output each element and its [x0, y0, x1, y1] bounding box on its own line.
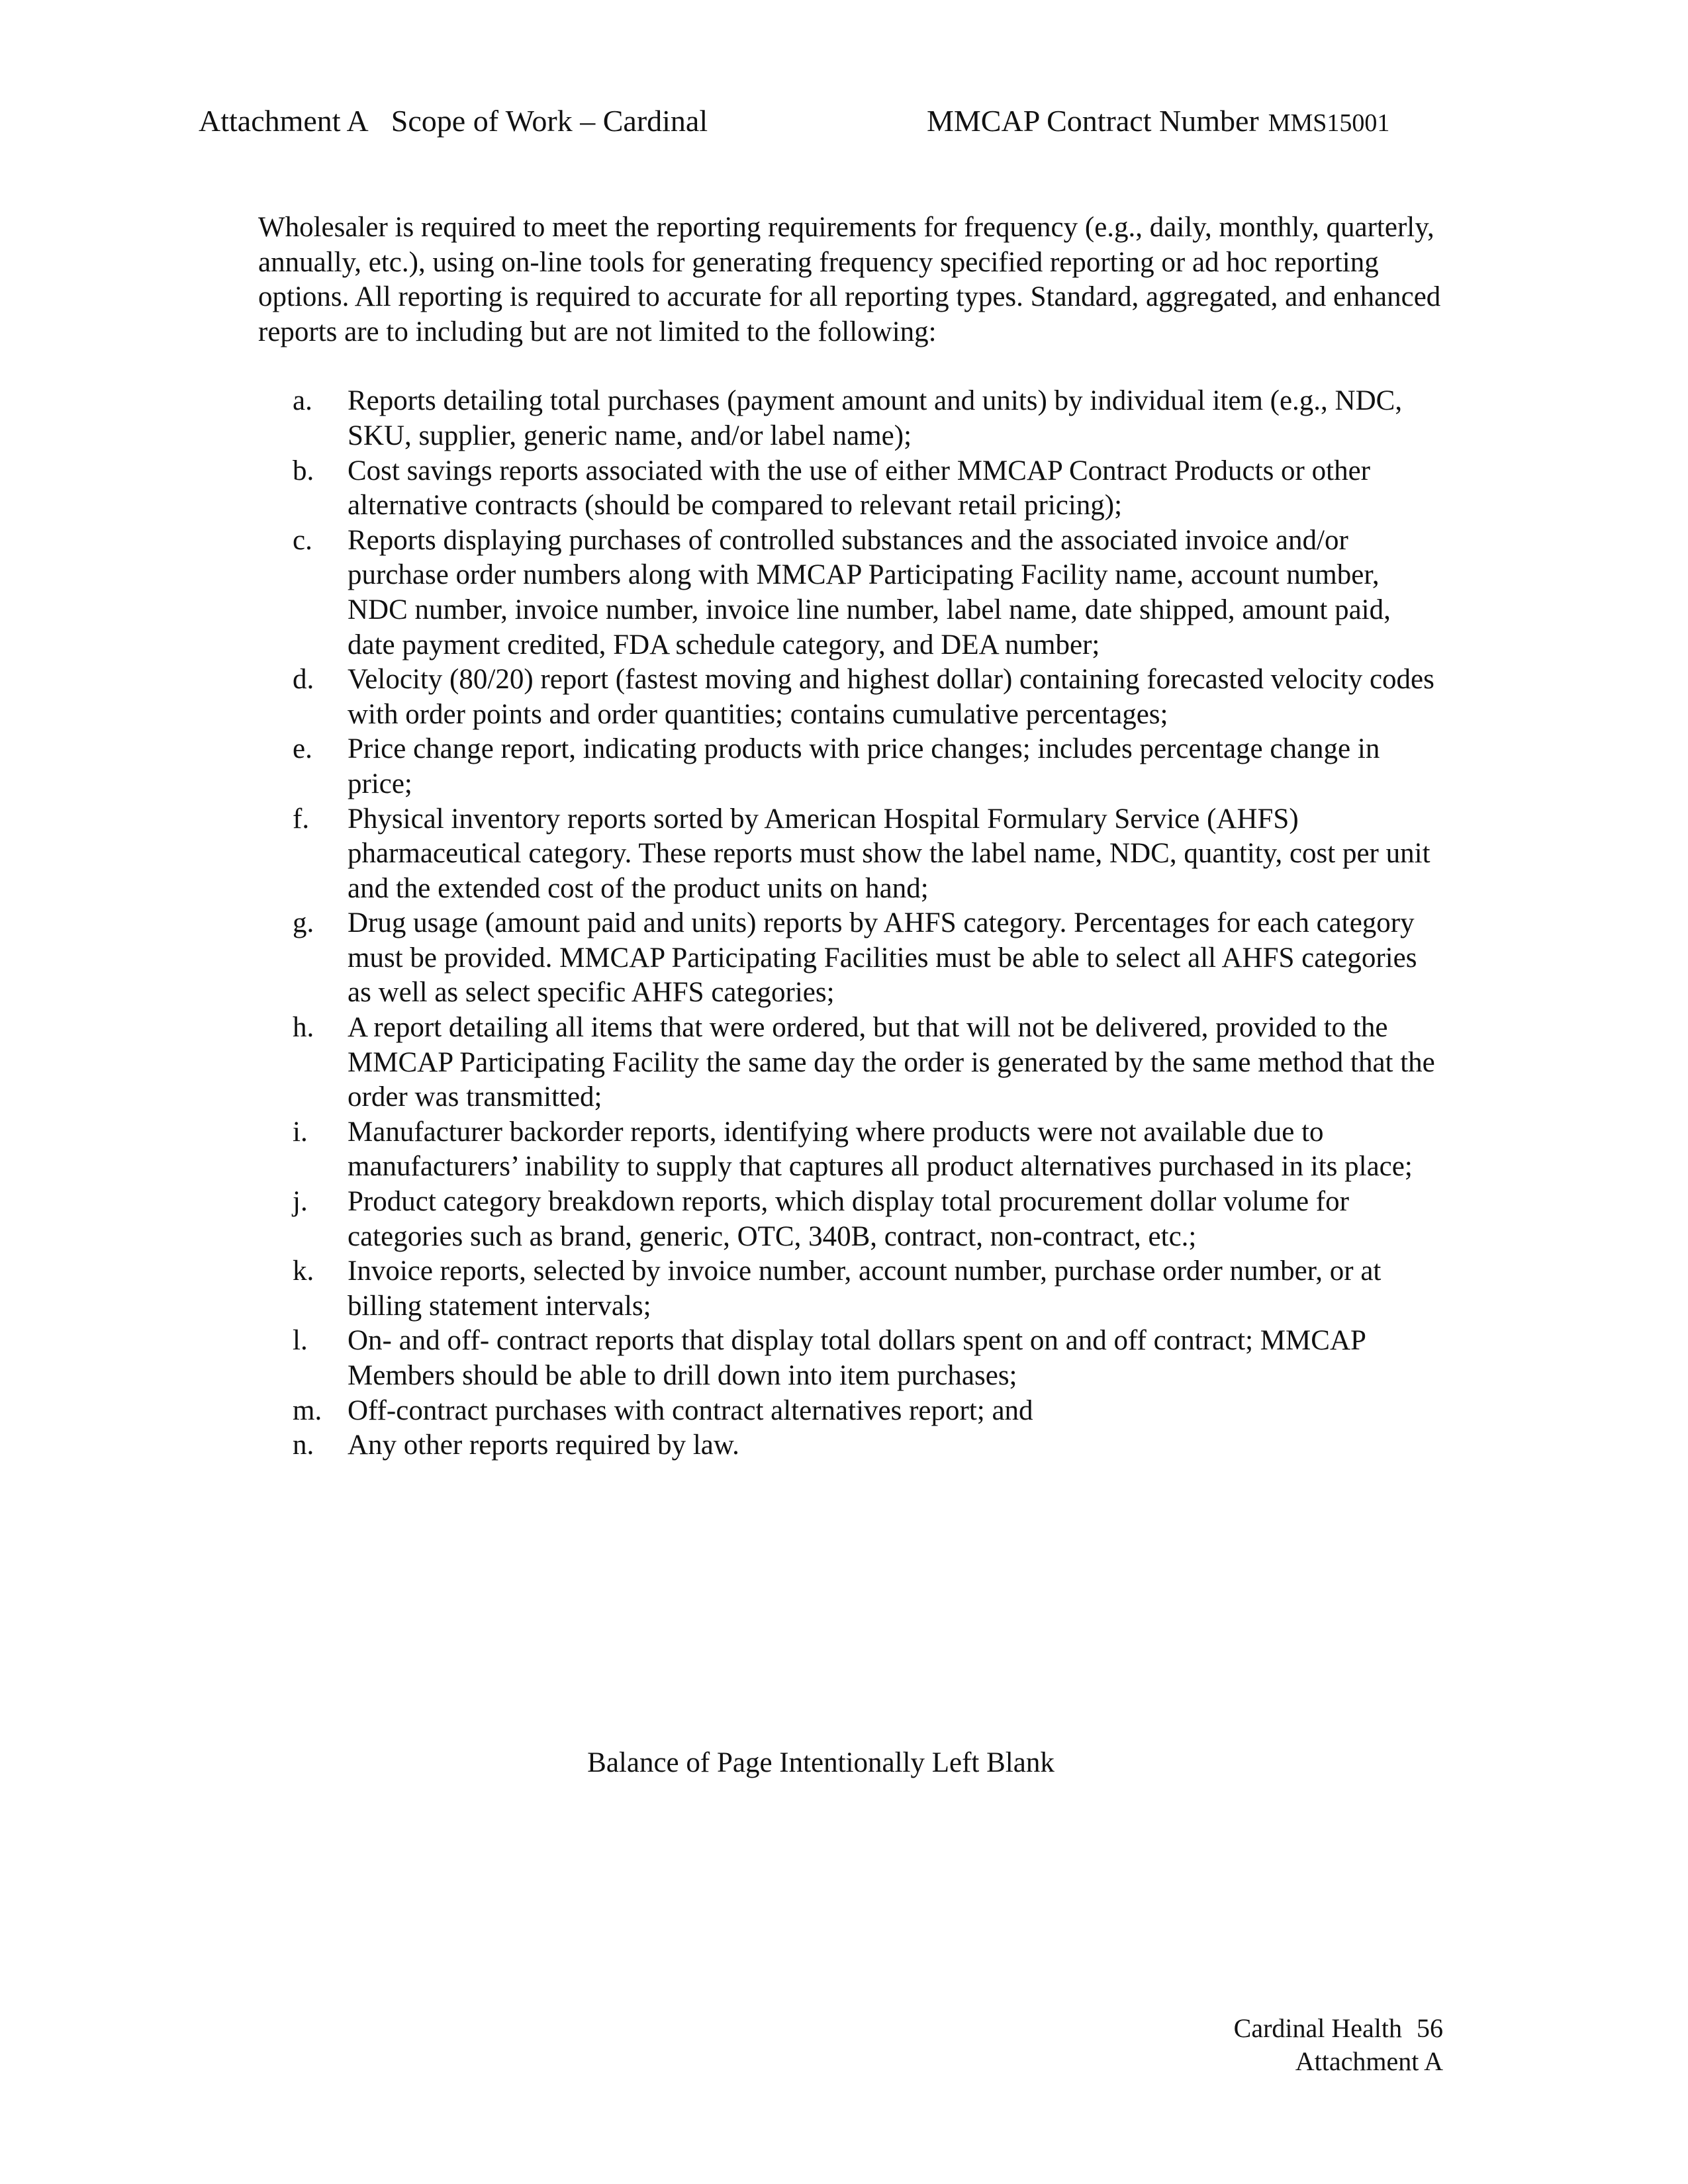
- list-marker: l.: [293, 1325, 308, 1357]
- list-item-text: Invoice reports, selected by invoice number, account number, purchase order number, or at billing statement intervals;: [348, 1255, 1382, 1322]
- list-item: [258, 1394, 1443, 1429]
- list-marker: g.: [293, 907, 314, 939]
- list-item-text: Physical inventory reports sorted by American Hospital Formulary Service (AHFS) pharmaceutical category. These reports must show the label name, NDC, quantity, cost per unit and the extended cost of the product units on hand;: [348, 803, 1430, 904]
- list-marker: d.: [293, 664, 314, 696]
- list-marker: k.: [293, 1255, 314, 1287]
- list-marker: m.: [293, 1394, 322, 1426]
- list-marker: n.: [293, 1430, 314, 1461]
- list-item: [258, 384, 1443, 453]
- list-item-text: Cost savings reports associated with the use of either MMCAP Contract Products or other alternative contracts (should be compared to relevant retail pricing);: [348, 455, 1370, 522]
- list-item-text: Reports displaying purchases of controlled substances and the associated invoice and/or purchase order numbers along with MMCAP Participating Facility name, account number, NDC number, invoice number, invoice line number, label name, date shipped, amount paid, date payment credited, FDA schedule category, and DEA number;: [348, 524, 1391, 660]
- list-item-text: On- and off- contract reports that display total dollars spent on and off contract; MMCAP Members should be able to drill down into item purchases;: [348, 1325, 1366, 1391]
- list-item: [258, 1254, 1443, 1324]
- list-item: [258, 1185, 1443, 1254]
- list-item-text: A report detailing all items that were ordered, but that will not be delivered, provided to the MMCAP Participating Facility the same day the order is generated by the same method that the order was transmitted;: [348, 1012, 1435, 1113]
- list-marker: c.: [293, 524, 312, 556]
- list-marker: e.: [293, 733, 312, 765]
- document-body: [258, 210, 1443, 1463]
- list-marker: b.: [293, 455, 314, 486]
- page-number: 56: [1417, 2013, 1443, 2043]
- list-item: [258, 662, 1443, 732]
- list-marker: j.: [293, 1186, 308, 1218]
- header-contract: [927, 98, 1389, 146]
- list-item: [258, 1324, 1443, 1393]
- footer-attachment: Attachment A: [1295, 2046, 1443, 2076]
- list-item-text: Reports detailing total purchases (payment amount and units) by individual item (e.g., NDC, SKU, supplier, generic name, and/or label name);: [348, 385, 1403, 451]
- list-item: [258, 802, 1443, 907]
- list-item: [258, 454, 1443, 523]
- list-item: [258, 1115, 1443, 1185]
- list-item-text: Any other reports required by law.: [348, 1430, 739, 1461]
- list-item-text: Product category breakdown reports, which display total procurement dollar volume for categories such as brand, generic, OTC, 340B, contract, non-contract, etc.;: [348, 1186, 1349, 1252]
- footer-company: Cardinal Health: [1233, 2013, 1402, 2043]
- header-title: [199, 98, 708, 144]
- list-item: [258, 1428, 1443, 1463]
- list-item: [258, 906, 1443, 1011]
- intro-paragraph: Wholesaler is required to meet the reporting requirements for frequency (e.g., daily, monthly, quarterly, annually, etc.), using on-line tools for generating frequency specified reporting or ad hoc reporting options. All reporting is required to accurate for all reporting types. Standard, aggregated, and enhanced reports are to including but are not limited to the following:: [258, 212, 1441, 347]
- list-item: [258, 523, 1443, 662]
- page-footer: [1234, 2012, 1443, 2078]
- list-item-text: Velocity (80/20) report (fastest moving and highest dollar) containing forecasted velocity codes with order points and order quantities; contains cumulative percentages;: [348, 664, 1434, 730]
- page-header: [199, 98, 1443, 144]
- list-marker: a.: [293, 385, 312, 417]
- header-contract-label: MMCAP Contract Number: [927, 104, 1259, 138]
- list-marker: i.: [293, 1116, 308, 1148]
- list-item-text: Manufacturer backorder reports, identifying where products were not available due to manufacturers’ inability to supply that captures all product alternatives purchased in its place;: [348, 1116, 1413, 1183]
- header-scope: Scope of Work – Cardinal: [391, 104, 708, 138]
- report-requirements-list: [258, 384, 1443, 1463]
- list-item-text: Price change report, indicating products with price changes; includes percentage change in price;: [348, 733, 1380, 799]
- header-attachment: Attachment A: [199, 104, 369, 138]
- list-item: [258, 1011, 1443, 1115]
- list-item-text: Drug usage (amount paid and units) reports by AHFS category. Percentages for each category must be provided. MMCAP Participating Facilities must be able to select all AHFS categories as well as select specific AHFS categories;: [348, 907, 1417, 1009]
- footer-line-1: [1234, 2012, 1443, 2045]
- header-contract-number: MMS15001: [1268, 109, 1390, 137]
- list-item-text: Off-contract purchases with contract alternatives report; and: [348, 1394, 1033, 1426]
- list-marker: h.: [293, 1012, 314, 1044]
- blank-page-note: Balance of Page Intentionally Left Blank: [587, 1747, 1055, 1778]
- list-marker: f.: [293, 803, 310, 835]
- list-item: [258, 732, 1443, 801]
